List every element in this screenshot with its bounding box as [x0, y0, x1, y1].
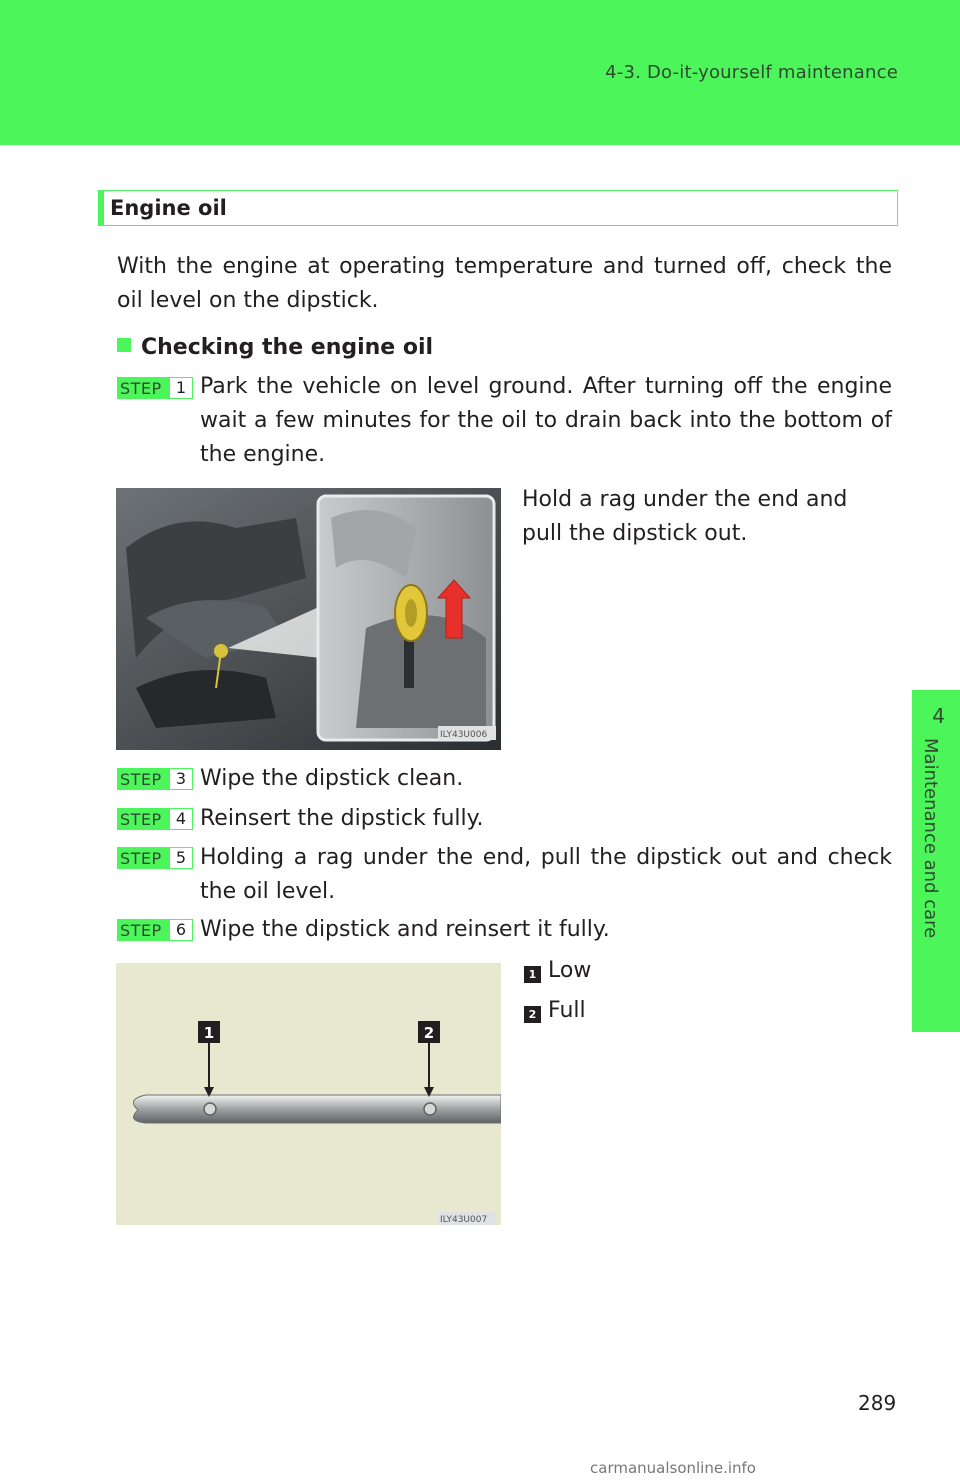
step-badge-1: [117, 377, 193, 399]
legend-marker-2: 2: [524, 1006, 541, 1023]
step-label: STEP: [120, 770, 162, 789]
step-badge-4: [117, 808, 193, 830]
step-number: 6: [170, 920, 192, 940]
step-number: 1: [170, 378, 192, 398]
step-label: STEP: [120, 849, 162, 868]
step-number: 4: [170, 809, 192, 829]
section-title: Engine oil: [110, 196, 227, 220]
step-number: 5: [170, 848, 192, 868]
figure-code: ILY43U006: [440, 730, 488, 740]
intro-paragraph: With the engine at operating temperature and turned off, check the oil level on the dipstick.: [117, 254, 892, 313]
marker-number: 1: [203, 1024, 215, 1042]
legend-label-full: Full: [548, 998, 586, 1023]
step-text-1: Park the vehicle on level ground. After turning off the engine wait a few minutes for the oil to drain back into the bottom of the engine.: [200, 374, 892, 467]
figure-code: ILY43U007: [440, 1215, 488, 1225]
section-heading: [98, 190, 898, 226]
step-badge-3: [117, 768, 193, 790]
step-text-6: Wipe the dipstick and reinsert it fully.: [200, 917, 610, 942]
marker-number: 2: [423, 1024, 435, 1042]
legend-label-low: Low: [548, 958, 592, 983]
chapter-number: 4: [932, 704, 945, 728]
step-text-4: Reinsert the dipstick fully.: [200, 806, 484, 831]
step-label: STEP: [120, 810, 162, 829]
step-badge-5: [117, 847, 193, 869]
chapter-label: Maintenance and care: [920, 738, 941, 939]
subsection-heading: [117, 335, 433, 360]
step-number: 3: [170, 769, 192, 789]
dipstick-illustration: [116, 963, 501, 1225]
running-header: 4-3. Do-it-yourself maintenance: [605, 62, 898, 83]
step-text-3: Wipe the dipstick clean.: [200, 766, 464, 791]
engine-bay-illustration: [116, 488, 501, 750]
dipstick-level-figure: [116, 963, 501, 1225]
step-text-5: Holding a rag under the end, pull the dipstick out and check the oil level.: [200, 845, 892, 904]
dipstick-location-figure: [116, 488, 501, 750]
legend-marker-1: 1: [524, 966, 541, 983]
step-label: STEP: [120, 921, 162, 940]
watermark: carmanualsonline.info: [590, 1459, 756, 1477]
step-label: STEP: [120, 379, 162, 398]
step-badge-6: [117, 919, 193, 941]
step-text-2: Hold a rag under the end and pull the dipstick out.: [522, 487, 848, 546]
subsection-title: Checking the engine oil: [141, 335, 434, 360]
square-bullet-icon: [117, 338, 131, 352]
page-number: 289: [858, 1391, 897, 1415]
